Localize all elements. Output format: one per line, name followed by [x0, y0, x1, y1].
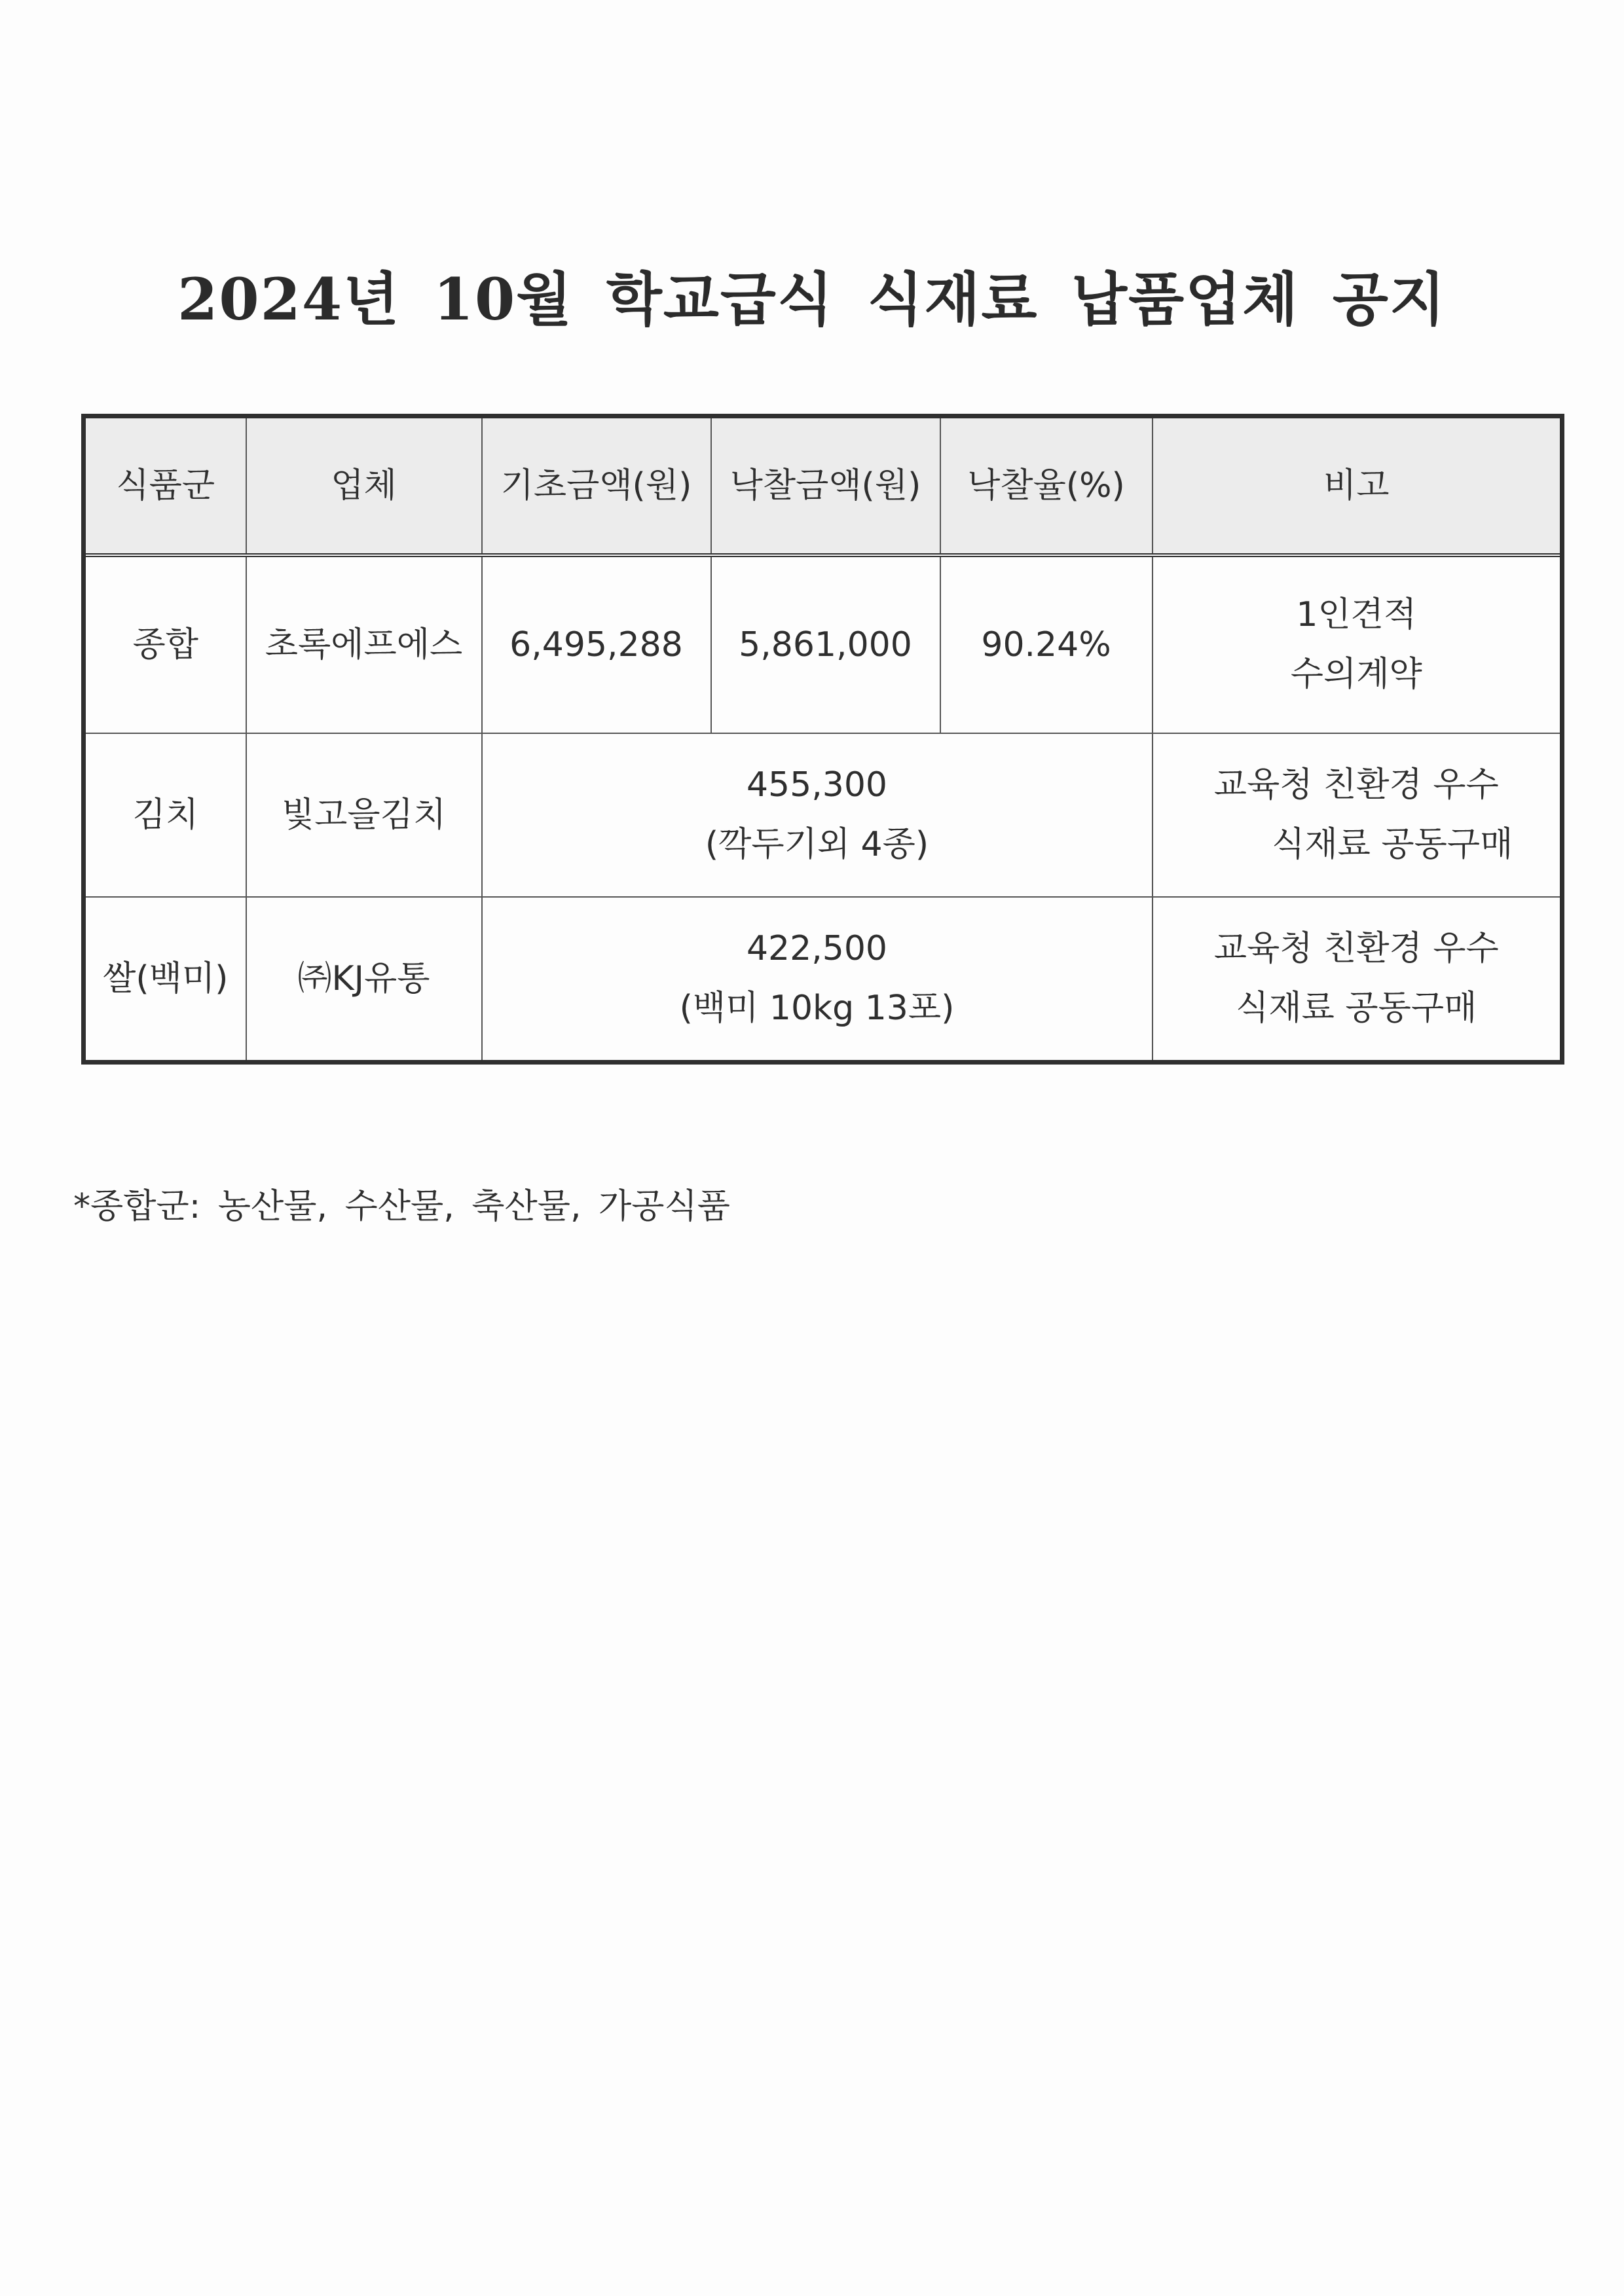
header-bid-rate: 낙찰율(%) [940, 416, 1153, 556]
header-base-amount: 기초금액(원) [482, 416, 711, 556]
cell-remarks [1153, 897, 1562, 1063]
cell-vendor: 빛고을김치 [246, 733, 482, 897]
amount-detail: (깍두기외 4종) [705, 825, 929, 864]
header-vendor: 업체 [246, 416, 482, 556]
cell-vendor: 초록에프에스 [246, 555, 482, 733]
cell-food-group: 김치 [84, 733, 246, 897]
remarks-line: 수의계약 [1290, 655, 1422, 694]
remarks-line: 식재료 공동구매 [1272, 825, 1513, 864]
remarks-line: 1인견적 [1296, 595, 1417, 634]
header-remarks: 비고 [1153, 416, 1562, 556]
remarks-line: 식재료 공동구매 [1236, 989, 1477, 1028]
footnote: *종합군: 농산물, 수산물, 축산물, 가공식품 [73, 1187, 730, 1226]
cell-base-amount: 6,495,288 [482, 555, 711, 733]
remarks-line: 교육청 친환경 우수 [1213, 765, 1499, 805]
table-row [84, 897, 1562, 1063]
cell-bid-amount: 5,861,000 [711, 555, 940, 733]
cell-remarks [1153, 555, 1562, 733]
table-row [84, 555, 1562, 733]
amount-detail: (백미 10kg 13포) [679, 989, 955, 1028]
cell-amount [482, 897, 1153, 1063]
header-bid-amount: 낙찰금액(원) [711, 416, 940, 556]
cell-remarks [1153, 733, 1562, 897]
cell-food-group: 종합 [84, 555, 246, 733]
cell-bid-rate: 90.24% [940, 555, 1153, 733]
cell-amount [482, 733, 1153, 897]
amount-value: 455,300 [746, 765, 888, 805]
amount-value: 422,500 [746, 929, 888, 968]
table-row [84, 733, 1562, 897]
table-header-row [84, 416, 1562, 556]
remarks-line: 교육청 친환경 우수 [1213, 929, 1499, 968]
page-title: 2024년 10월 학교급식 식재료 납품업체 공지 [177, 265, 1447, 333]
cell-vendor: ㈜KJ유통 [246, 897, 482, 1063]
vendor-table [81, 414, 1564, 1065]
header-food-group: 식품군 [84, 416, 246, 556]
cell-food-group: 쌀(백미) [84, 897, 246, 1063]
